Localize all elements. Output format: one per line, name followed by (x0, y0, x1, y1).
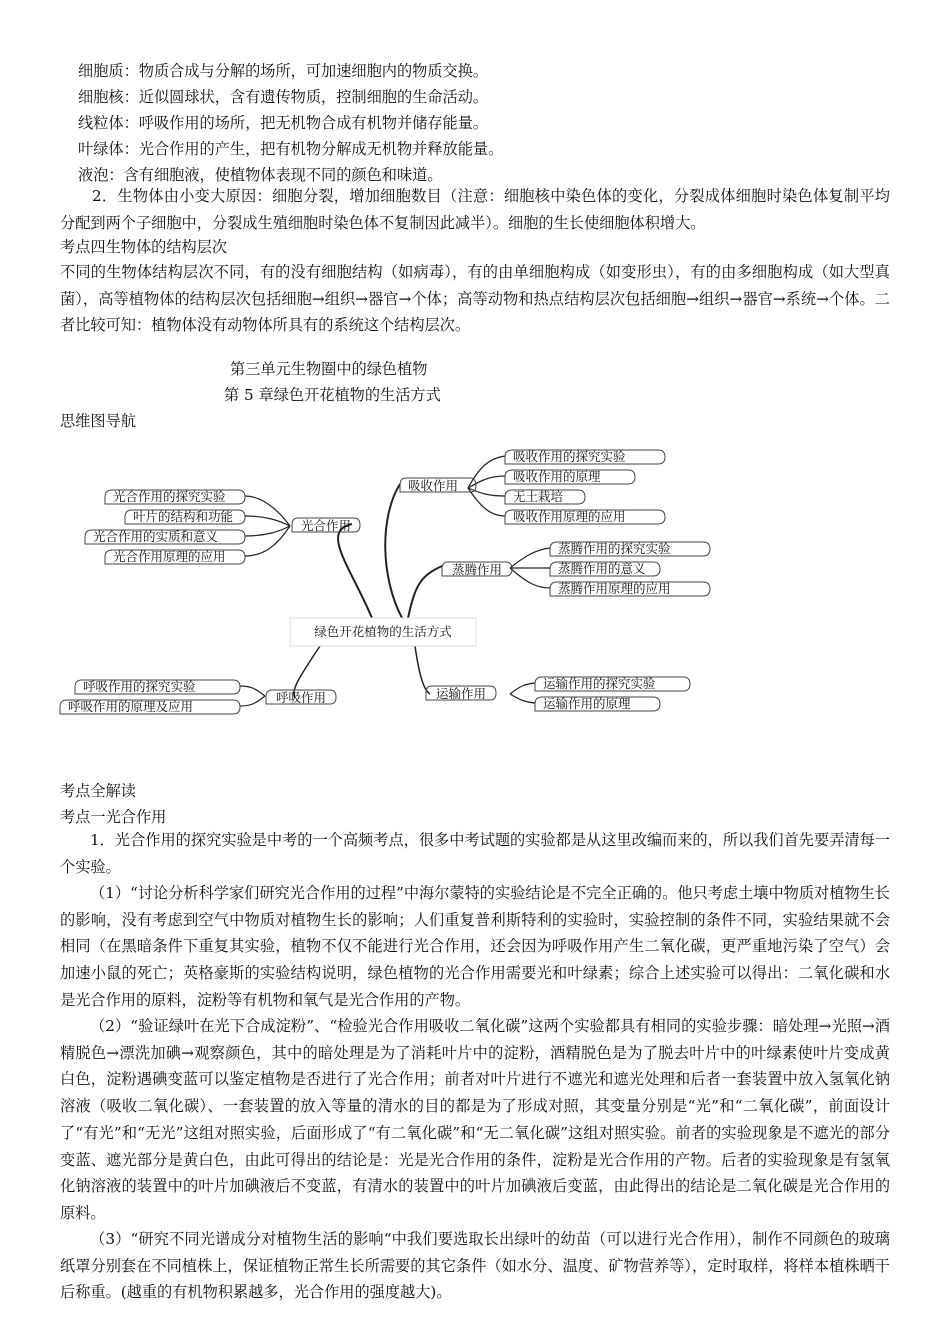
center-node-label: 绿色开花植物的生活方式 (314, 624, 452, 639)
photo-leaf-label-0: 光合作用的探究实验 (113, 489, 226, 504)
transport-leaf-label-1: 运输作用的原理 (543, 696, 631, 711)
list-item-mitochondria: 线粒体：呼吸作用的场所，把无机物合成有机物并储存能量。 (78, 114, 489, 132)
list-item-nucleus: 细胞核：近似圆球状，含有遗传物质，控制细胞的生命活动。 (78, 88, 489, 106)
mindmap-label: 思维图导航 (60, 412, 136, 430)
link-absorb-0 (468, 456, 505, 488)
section-4-body: 不同的生物体结构层次不同，有的没有细胞结构（如病毒），有的由单细胞构成（如变形虫），有的由多细胞构成（如大型真菌），高等植物体的结构层次包括细胞→组织→器官→个体；高等动物和热点结构层次包括细胞→组织→器官→系统→个体。二者比较可知：植物体没有动物体所具有的系统这个结构层次。 (60, 263, 890, 335)
unit-title: 第三单元生物圈中的绿色植物 (230, 360, 428, 378)
section-4-title: 考点四生物体的结构层次 (60, 238, 228, 256)
paragraph-1: 1．光合作用的探究实验是中考的一个高频考点，很多中考试题的实验都是从这里改编而来的，所以我们首先要弄清每一个实验。 (60, 831, 890, 876)
list-item-cytoplasm: 细胞质：物质合成与分解的场所，可加速细胞内的物质交换。 (78, 62, 489, 80)
transp-leaf-label-0: 蒸腾作用的探究实验 (558, 541, 671, 556)
link-transport-1 (510, 694, 535, 703)
link-absorb-2 (468, 488, 505, 496)
point-2-paragraph: 2．生物体由小变大原因：细胞分裂，增加细胞数目（注意：细胞核中染色体的变化，分裂成体细胞时染色体复制平均分配到两个子细胞中，分裂成生殖细胞时染色体不复制因此减半）。细胞的生长使细胞体积增大。 (60, 187, 890, 232)
photo-leaf-label-1: 叶片的结构和功能 (133, 509, 234, 524)
resp-node-label: 呼吸作用 (275, 690, 327, 705)
link-resp-0 (240, 686, 265, 696)
absorb-leaf-label-3: 吸收作用原理的应用 (513, 509, 626, 524)
photo-leaf-label-2: 光合作用的实质和意义 (93, 529, 219, 544)
branch-transp (408, 566, 442, 618)
photo-node-label: 光合作用 (300, 518, 352, 533)
link-photo-3 (245, 526, 290, 556)
full-interpretation-title: 考点全解读 (60, 782, 136, 800)
list-item-vacuole: 液泡：含有细胞液，使植物体表现不同的颜色和味道。 (78, 166, 443, 184)
absorb-node-label: 吸收作用 (407, 478, 459, 493)
transport-node-label: 运输作用 (435, 686, 487, 701)
mind-map (50, 436, 730, 726)
transp-node-label: 蒸腾作用 (451, 562, 503, 577)
transp-leaf-label-2: 蒸腾作用原理的应用 (558, 581, 671, 596)
chapter-title: 第 5 章绿色开花植物的生活方式 (224, 386, 441, 404)
transp-leaf-label-1: 蒸腾作用的意义 (558, 561, 646, 576)
section-1-title: 考点一光合作用 (60, 808, 167, 826)
resp-leaf-label-0: 呼吸作用的探究实验 (83, 679, 196, 694)
resp-leaf-label-1: 呼吸作用的原理及应用 (68, 699, 194, 714)
absorb-leaf-label-1: 吸收作用的原理 (513, 469, 601, 484)
link-absorb-3 (468, 488, 505, 516)
absorb-leaf-label-2: 无土栽培 (513, 489, 564, 504)
link-resp-1 (240, 696, 265, 706)
paragraph-4: （3）“研究不同光谱成分对植物生活的影响“中我们要选取长出绿叶的幼苗（可以进行光合作用），制作不同颜色的玻璃纸罩分别套在不同植株上，保证植物正常生长所需要的其它条件（如水分、温度、矿物营养等），定时取样，将样本植株晒干后称重。(越重的有机物积累越多，光合作用的强度越大)。 (60, 1230, 890, 1302)
link-transp-2 (510, 568, 550, 588)
paragraph-3: （2）“验证绿叶在光下合成淀粉”、“检验光合作用吸收二氧化碳”这两个实验都具有相同的实验步骤：暗处理→光照→酒精脱色→漂洗加碘→观察颜色，其中的暗处理是为了消耗叶片中的淀粉，酒精脱色是为了脱去叶片中的叶绿素使叶片变成黄白色，淀粉遇碘变蓝可以鉴定植物是否进行了光合作用；前者对叶片进行不遮光和遮光处理和后者一套装置中放入氢氧化钠溶液（吸收二氧化碳）、一套装置的放入等量的清水的目的都是为了形成对照，其变量分别是“光”和“二氧化碳”，前面设计了“有光”和“无光”这组对照实验，后面形成了“有二氧化碳”和“无二氧化碳”这组对照实验。前者的实验现象是不遮光的部分变蓝、遮光部分是黄白色，由此可得出的结论是：光是光合作用的条件，淀粉是光合作用的产物。后者的实验现象是有氢氧化钠溶液的装置中的叶片加碘液后不变蓝，有清水的装置中的叶片加碘液后变蓝，由此得出的结论是二氧化碳是光合作用的原料。 (60, 1017, 890, 1222)
photo-leaf-label-3: 光合作用原理的应用 (113, 549, 226, 564)
transport-leaf-label-0: 运输作用的探究实验 (543, 676, 656, 691)
link-transport-0 (510, 683, 535, 694)
absorb-leaf-label-0: 吸收作用的探究实验 (513, 449, 626, 464)
link-transp-0 (510, 548, 550, 568)
paragraph-2: （1）“讨论分析科学家们研究光合作用的过程”中海尔蒙特的实验结论是不完全正确的。他只考虑土壤中物质对植物生长的影响，没有考虑到空气中物质对植物生长的影响；人们重复普利斯特利的实验时，实验控制的条件不同，实验结果就不会相同（在黑暗条件下重复其实验，植物不仅不能进行光合作用，还会因为呼吸作用产生二氧化碳，更严重地污染了空气）会加速小鼠的死亡；英格豪斯的实验结构说明，绿色植物的光合作用需要光和叶绿素；综合上述实验可以得出：二氧化碳和水是光合作用的原料，淀粉等有机物和氧气是光合作用的产物。 (60, 884, 890, 1009)
link-photo-0 (245, 496, 290, 526)
branch-absorb (385, 484, 402, 618)
branch-photo (338, 524, 372, 618)
list-item-chloroplast: 叶绿体：光合作用的产生，把有机物分解成无机物并释放能量。 (78, 140, 504, 158)
